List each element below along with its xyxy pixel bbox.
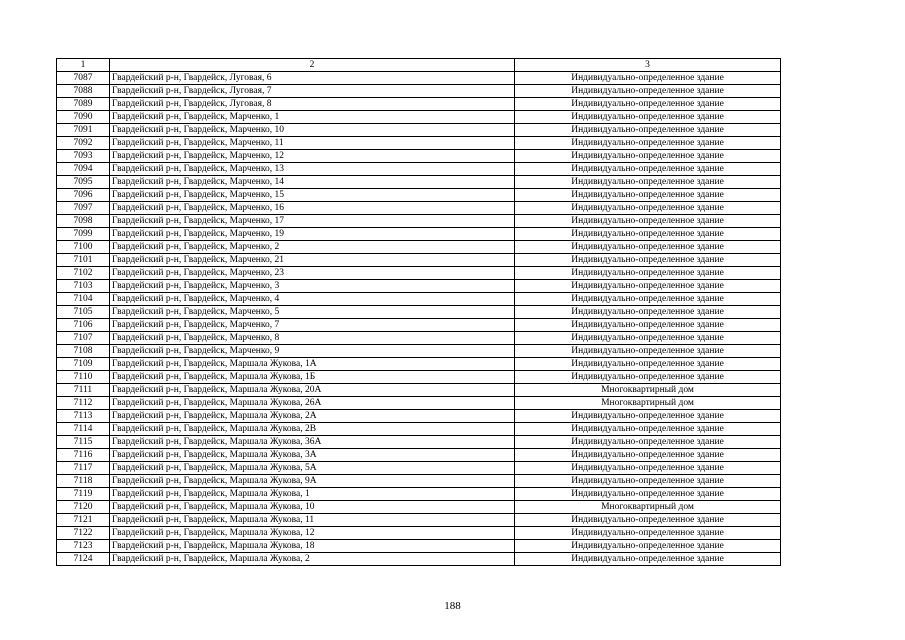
building-type-cell: Индивидуально-определенное здание <box>515 72 781 85</box>
table-row <box>57 124 781 137</box>
table-row <box>57 85 781 98</box>
row-number-cell: 7110 <box>57 371 110 384</box>
building-type-cell: Индивидуально-определенное здание <box>515 111 781 124</box>
address-cell: Гвардейский р-н, Гвардейск, Маршала Жукова, 10 <box>110 501 515 514</box>
table-row <box>57 462 781 475</box>
table-body <box>57 72 781 566</box>
row-number-cell: 7097 <box>57 202 110 215</box>
address-cell: Гвардейский р-н, Гвардейск, Марченко, 23 <box>110 267 515 280</box>
row-number-cell: 7105 <box>57 306 110 319</box>
table-row <box>57 150 781 163</box>
building-type-cell: Индивидуально-определенное здание <box>515 423 781 436</box>
table-row <box>57 527 781 540</box>
address-cell: Гвардейский р-н, Гвардейск, Марченко, 1 <box>110 111 515 124</box>
table-header-row <box>57 59 781 72</box>
address-cell: Гвардейский р-н, Гвардейск, Маршала Жукова, 18 <box>110 540 515 553</box>
row-number-cell: 7096 <box>57 189 110 202</box>
table-row <box>57 98 781 111</box>
table-row <box>57 423 781 436</box>
building-type-cell: Индивидуально-определенное здание <box>515 228 781 241</box>
building-type-cell: Индивидуально-определенное здание <box>515 462 781 475</box>
row-number-cell: 7114 <box>57 423 110 436</box>
address-cell: Гвардейский р-н, Гвардейск, Марченко, 17 <box>110 215 515 228</box>
building-type-cell: Индивидуально-определенное здание <box>515 540 781 553</box>
address-cell: Гвардейский р-н, Гвардейск, Марченко, 14 <box>110 176 515 189</box>
row-number-cell: 7124 <box>57 553 110 566</box>
building-type-cell: Индивидуально-определенное здание <box>515 410 781 423</box>
building-type-cell: Индивидуально-определенное здание <box>515 267 781 280</box>
table-row <box>57 241 781 254</box>
building-type-cell: Индивидуально-определенное здание <box>515 293 781 306</box>
row-number-cell: 7103 <box>57 280 110 293</box>
row-number-cell: 7123 <box>57 540 110 553</box>
table-row <box>57 267 781 280</box>
building-type-cell: Индивидуально-определенное здание <box>515 280 781 293</box>
table-row <box>57 111 781 124</box>
address-cell: Гвардейский р-н, Гвардейск, Маршала Жукова, 2В <box>110 423 515 436</box>
row-number-cell: 7109 <box>57 358 110 371</box>
table-row <box>57 280 781 293</box>
building-type-cell: Индивидуально-определенное здание <box>515 553 781 566</box>
row-number-cell: 7111 <box>57 384 110 397</box>
building-type-cell: Многоквартирный дом <box>515 397 781 410</box>
row-number-cell: 7108 <box>57 345 110 358</box>
table-row <box>57 293 781 306</box>
row-number-cell: 7121 <box>57 514 110 527</box>
table-row <box>57 163 781 176</box>
table-row <box>57 514 781 527</box>
address-cell: Гвардейский р-н, Гвардейск, Марченко, 10 <box>110 124 515 137</box>
table-row <box>57 345 781 358</box>
row-number-cell: 7101 <box>57 254 110 267</box>
address-cell: Гвардейский р-н, Гвардейск, Марченко, 4 <box>110 293 515 306</box>
address-cell: Гвардейский р-н, Гвардейск, Луговая, 8 <box>110 98 515 111</box>
table-row <box>57 202 781 215</box>
row-number-cell: 7093 <box>57 150 110 163</box>
page-number: 188 <box>444 600 461 612</box>
building-type-cell: Многоквартирный дом <box>515 501 781 514</box>
address-cell: Гвардейский р-н, Гвардейск, Маршала Жукова, 2А <box>110 410 515 423</box>
address-cell: Гвардейский р-н, Гвардейск, Марченко, 7 <box>110 319 515 332</box>
table-row <box>57 475 781 488</box>
address-cell: Гвардейский р-н, Гвардейск, Марченко, 8 <box>110 332 515 345</box>
row-number-cell: 7106 <box>57 319 110 332</box>
row-number-cell: 7116 <box>57 449 110 462</box>
address-cell: Гвардейский р-н, Гвардейск, Маршала Жукова, 11 <box>110 514 515 527</box>
table-row <box>57 371 781 384</box>
row-number-cell: 7090 <box>57 111 110 124</box>
building-type-cell: Индивидуально-определенное здание <box>515 202 781 215</box>
address-cell: Гвардейский р-н, Гвардейск, Маршала Жукова, 9А <box>110 475 515 488</box>
table-row <box>57 488 781 501</box>
table-row <box>57 436 781 449</box>
table-row <box>57 254 781 267</box>
table-row <box>57 72 781 85</box>
building-type-cell: Индивидуально-определенное здание <box>515 306 781 319</box>
building-type-cell: Индивидуально-определенное здание <box>515 345 781 358</box>
building-type-cell: Индивидуально-определенное здание <box>515 254 781 267</box>
column-header-address: 2 <box>110 59 515 72</box>
row-number-cell: 7095 <box>57 176 110 189</box>
building-type-cell: Индивидуально-определенное здание <box>515 98 781 111</box>
address-cell: Гвардейский р-н, Гвардейск, Марченко, 19 <box>110 228 515 241</box>
address-cell: Гвардейский р-н, Гвардейск, Маршала Жукова, 1 <box>110 488 515 501</box>
building-type-cell: Индивидуально-определенное здание <box>515 124 781 137</box>
building-type-cell: Индивидуально-определенное здание <box>515 215 781 228</box>
address-cell: Гвардейский р-н, Гвардейск, Маршала Жукова, 1Б <box>110 371 515 384</box>
address-cell: Гвардейский р-н, Гвардейск, Маршала Жукова, 1А <box>110 358 515 371</box>
row-number-cell: 7094 <box>57 163 110 176</box>
building-type-cell: Индивидуально-определенное здание <box>515 475 781 488</box>
row-number-cell: 7104 <box>57 293 110 306</box>
table-row <box>57 189 781 202</box>
address-cell: Гвардейский р-н, Гвардейск, Марченко, 11 <box>110 137 515 150</box>
table-row <box>57 319 781 332</box>
table-row <box>57 553 781 566</box>
address-cell: Гвардейский р-н, Гвардейск, Марченко, 15 <box>110 189 515 202</box>
column-header-type: 3 <box>515 59 781 72</box>
table-row <box>57 358 781 371</box>
row-number-cell: 7088 <box>57 85 110 98</box>
table-row <box>57 332 781 345</box>
building-type-cell: Индивидуально-определенное здание <box>515 319 781 332</box>
address-cell: Гвардейский р-н, Гвардейск, Марченко, 5 <box>110 306 515 319</box>
address-cell: Гвардейский р-н, Гвардейск, Маршала Жукова, 20А <box>110 384 515 397</box>
building-type-cell: Индивидуально-определенное здание <box>515 189 781 202</box>
building-type-cell: Индивидуально-определенное здание <box>515 371 781 384</box>
row-number-cell: 7092 <box>57 137 110 150</box>
building-type-cell: Индивидуально-определенное здание <box>515 527 781 540</box>
building-type-cell: Индивидуально-определенное здание <box>515 332 781 345</box>
building-type-cell: Индивидуально-определенное здание <box>515 163 781 176</box>
table-row <box>57 176 781 189</box>
building-type-cell: Индивидуально-определенное здание <box>515 150 781 163</box>
table-row <box>57 449 781 462</box>
column-header-number: 1 <box>57 59 110 72</box>
address-cell: Гвардейский р-н, Гвардейск, Марченко, 3 <box>110 280 515 293</box>
address-cell: Гвардейский р-н, Гвардейск, Марченко, 12 <box>110 150 515 163</box>
table-row <box>57 397 781 410</box>
building-type-cell: Индивидуально-определенное здание <box>515 176 781 189</box>
address-cell: Гвардейский р-н, Гвардейск, Маршала Жукова, 26А <box>110 397 515 410</box>
row-number-cell: 7099 <box>57 228 110 241</box>
row-number-cell: 7118 <box>57 475 110 488</box>
address-cell: Гвардейский р-н, Гвардейск, Луговая, 7 <box>110 85 515 98</box>
address-cell: Гвардейский р-н, Гвардейск, Маршала Жукова, 5А <box>110 462 515 475</box>
building-type-cell: Индивидуально-определенное здание <box>515 241 781 254</box>
table-row <box>57 137 781 150</box>
address-cell: Гвардейский р-н, Гвардейск, Маршала Жукова, 36А <box>110 436 515 449</box>
row-number-cell: 7117 <box>57 462 110 475</box>
row-number-cell: 7120 <box>57 501 110 514</box>
building-type-cell: Индивидуально-определенное здание <box>515 514 781 527</box>
table-row <box>57 306 781 319</box>
address-cell: Гвардейский р-н, Гвардейск, Марченко, 21 <box>110 254 515 267</box>
address-cell: Гвардейский р-н, Гвардейск, Маршала Жукова, 12 <box>110 527 515 540</box>
row-number-cell: 7122 <box>57 527 110 540</box>
building-type-cell: Индивидуально-определенное здание <box>515 85 781 98</box>
registry-table <box>56 58 781 566</box>
address-cell: Гвардейский р-н, Гвардейск, Луговая, 6 <box>110 72 515 85</box>
building-type-cell: Индивидуально-определенное здание <box>515 436 781 449</box>
row-number-cell: 7100 <box>57 241 110 254</box>
row-number-cell: 7089 <box>57 98 110 111</box>
row-number-cell: 7119 <box>57 488 110 501</box>
building-type-cell: Многоквартирный дом <box>515 384 781 397</box>
row-number-cell: 7115 <box>57 436 110 449</box>
table-row <box>57 410 781 423</box>
address-cell: Гвардейский р-н, Гвардейск, Марченко, 16 <box>110 202 515 215</box>
table-row <box>57 384 781 397</box>
table-row <box>57 540 781 553</box>
address-cell: Гвардейский р-н, Гвардейск, Маршала Жукова, 3А <box>110 449 515 462</box>
row-number-cell: 7098 <box>57 215 110 228</box>
address-cell: Гвардейский р-н, Гвардейск, Марченко, 13 <box>110 163 515 176</box>
table-row <box>57 215 781 228</box>
row-number-cell: 7091 <box>57 124 110 137</box>
address-cell: Гвардейский р-н, Гвардейск, Маршала Жукова, 2 <box>110 553 515 566</box>
address-cell: Гвардейский р-н, Гвардейск, Марченко, 2 <box>110 241 515 254</box>
row-number-cell: 7102 <box>57 267 110 280</box>
building-type-cell: Индивидуально-определенное здание <box>515 488 781 501</box>
building-type-cell: Индивидуально-определенное здание <box>515 449 781 462</box>
row-number-cell: 7112 <box>57 397 110 410</box>
address-cell: Гвардейский р-н, Гвардейск, Марченко, 9 <box>110 345 515 358</box>
row-number-cell: 7107 <box>57 332 110 345</box>
row-number-cell: 7087 <box>57 72 110 85</box>
table-row <box>57 501 781 514</box>
row-number-cell: 7113 <box>57 410 110 423</box>
table-row <box>57 228 781 241</box>
building-type-cell: Индивидуально-определенное здание <box>515 137 781 150</box>
building-type-cell: Индивидуально-определенное здание <box>515 358 781 371</box>
